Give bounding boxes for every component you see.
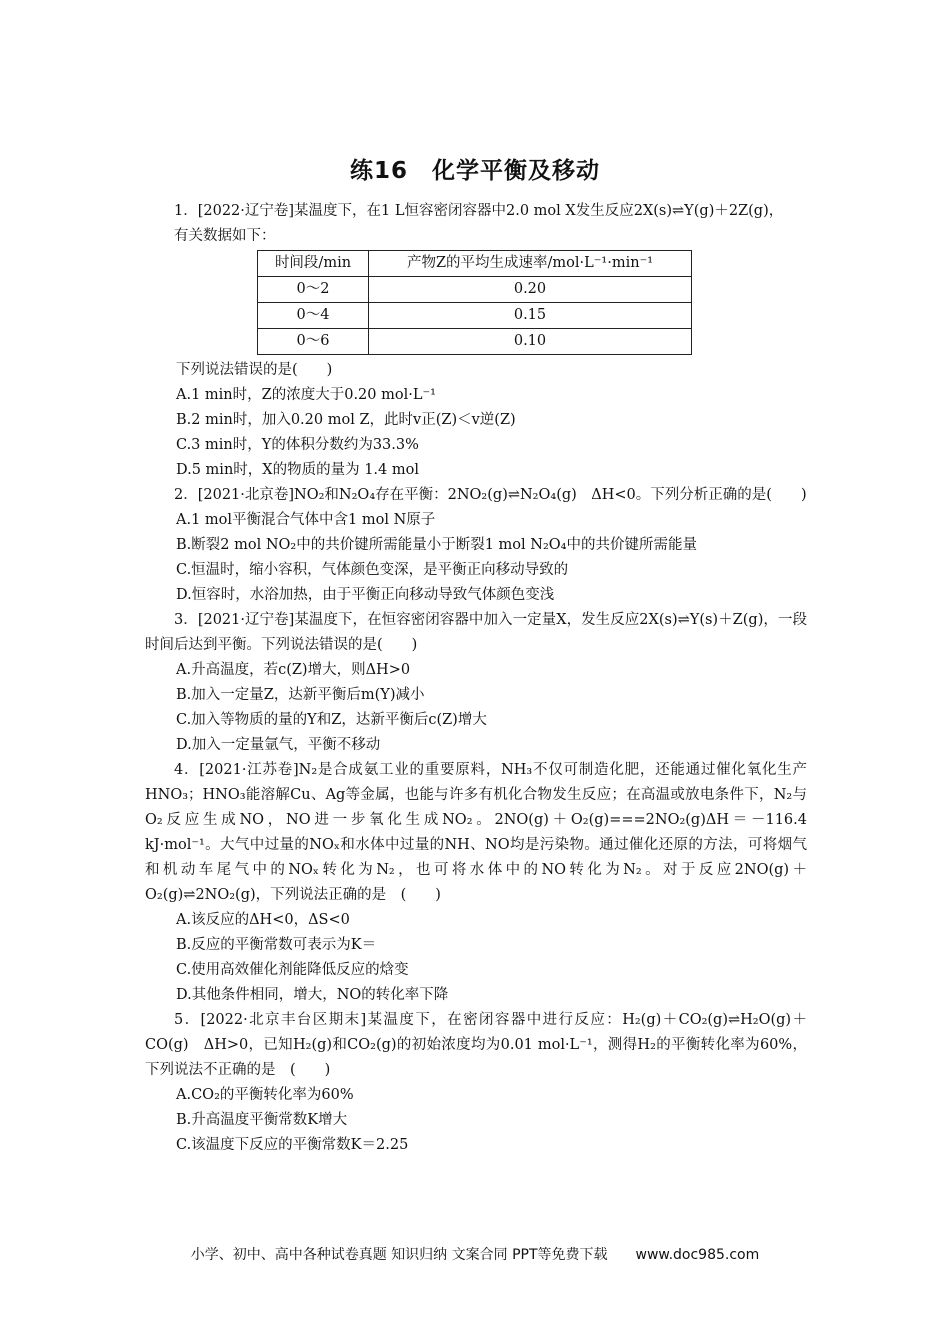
page-title: 练16 化学平衡及移动 bbox=[349, 158, 600, 184]
q2-stem: 2．[2021·北京卷]NO₂和N₂O₄存在平衡：2NO₂(g)⇌N₂O₄(g) ΔH<0。下列分析正确的是( ) bbox=[174, 487, 807, 503]
table-cell: 0～4 bbox=[258, 303, 369, 329]
q4-option-b: B.反应的平衡常数可表示为K＝ bbox=[176, 937, 377, 953]
q3-option-a: A.升高温度，若c(Z)增大，则ΔH>0 bbox=[176, 662, 411, 678]
q5-option-b: B.升高温度平衡常数K增大 bbox=[176, 1112, 348, 1128]
q1-data-table bbox=[257, 250, 692, 355]
q1-question: 下列说法错误的是( ) bbox=[176, 362, 333, 378]
table-header-row bbox=[258, 251, 692, 277]
q1-stem: 1．[2022·辽宁卷]某温度下，在1 L恒容密闭容器中2.0 mol X发生反应2X(s)⇌Y(g)＋2Z(g)， bbox=[174, 203, 784, 219]
q5-option-c: C.该温度下反应的平衡常数K＝2.25 bbox=[176, 1137, 409, 1153]
table-row bbox=[258, 277, 692, 303]
q1-option-b: B.2 min时，加入0.20 mol Z，此时v正(Z)＜v逆(Z) bbox=[176, 412, 516, 428]
page-footer bbox=[0, 1244, 950, 1264]
q3-option-d: D.加入一定量氩气，平衡不移动 bbox=[176, 737, 381, 753]
q2-option-a: A.1 mol平衡混合气体中含1 mol N原子 bbox=[176, 512, 436, 528]
table-cell: 0.20 bbox=[369, 277, 692, 303]
q2-option-c: C.恒温时，缩小容积，气体颜色变深，是平衡正向移动导致的 bbox=[176, 562, 569, 578]
q5-option-a: A.CO₂的平衡转化率为60% bbox=[176, 1087, 354, 1103]
q2-option-d: D.恒容时，水浴加热，由于平衡正向移动导致气体颜色变浅 bbox=[176, 587, 555, 603]
table-header-cell: 时间段/min bbox=[258, 251, 369, 277]
q4-option-c: C.使用高效催化剂能降低反应的焓变 bbox=[176, 962, 409, 978]
content-area bbox=[145, 199, 807, 1158]
q3-option-b: B.加入一定量Z，达新平衡后m(Y)减小 bbox=[176, 687, 425, 703]
q1-stem-2: 有关数据如下： bbox=[174, 228, 276, 244]
q5-stem: 5．[2022·北京丰台区期末]某温度下，在密闭容器中进行反应：H₂(g)＋CO₂(g)⇌H₂O(g)＋CO(g) ΔH>0，已知H₂(g)和CO₂(g)的初始浓度均为0.01 mol·L⁻¹，测得H₂的平衡转化率为60%，下列说法不正确的是 ( ) bbox=[145, 1012, 807, 1078]
table-row bbox=[258, 329, 692, 355]
q1-option-c: C.3 min时，Y的体积分数约为33.3% bbox=[176, 437, 419, 453]
table-cell: 0.15 bbox=[369, 303, 692, 329]
q2-option-b: B.断裂2 mol NO₂中的共价键所需能量小于断裂1 mol N₂O₄中的共价键所需能量 bbox=[176, 537, 697, 553]
table-cell: 0～6 bbox=[258, 329, 369, 355]
table-row bbox=[258, 303, 692, 329]
footer-url-link[interactable]: www.doc985.com bbox=[635, 1247, 760, 1263]
q3-stem: 3．[2021·辽宁卷]某温度下，在恒容密闭容器中加入一定量X，发生反应2X(s)⇌Y(s)＋Z(g)，一段时间后达到平衡。下列说法错误的是( ) bbox=[145, 612, 807, 653]
q4-option-d: D.其他条件相同，增大，NO的转化率下降 bbox=[176, 987, 449, 1003]
footer-text: 小学、初中、高中各种试卷真题 知识归纳 文案合同 PPT等免费下载 bbox=[190, 1247, 608, 1263]
table-cell: 0～2 bbox=[258, 277, 369, 303]
q1-option-d: D.5 min时，X的物质的量为 1.4 mol bbox=[176, 462, 419, 478]
table-cell: 0.10 bbox=[369, 329, 692, 355]
q4-option-a: A.该反应的ΔH<0，ΔS<0 bbox=[176, 912, 350, 928]
q1-option-a: A.1 min时，Z的浓度大于0.20 mol·L⁻¹ bbox=[176, 387, 436, 403]
q4-stem: 4．[2021·江苏卷]N₂是合成氨工业的重要原料，NH₃不仅可制造化肥，还能通过催化氧化生产HNO₃；HNO₃能溶解Cu、Ag等金属，也能与许多有机化合物发生反应；在高温或放电条件下，N₂与O₂反应生成NO，NO进一步氧化生成NO₂。2NO(g)＋O₂(g)===2NO₂(g)ΔH＝－116.4 kJ·mol⁻¹。大气中过量的NOₓ和水体中过量的NH、NO均是污染物。通过催化还原的方法，可将烟气和机动车尾气中的NOₓ转化为N₂，也可将水体中的NO转化为N₂。对于反应2NO(g)＋O₂(g)⇌2NO₂(g)，下列说法正确的是 ( ) bbox=[145, 762, 807, 903]
table-header-cell: 产物Z的平均生成速率/mol·L⁻¹·min⁻¹ bbox=[369, 251, 692, 277]
q3-option-c: C.加入等物质的量的Y和Z，达新平衡后c(Z)增大 bbox=[176, 712, 487, 728]
